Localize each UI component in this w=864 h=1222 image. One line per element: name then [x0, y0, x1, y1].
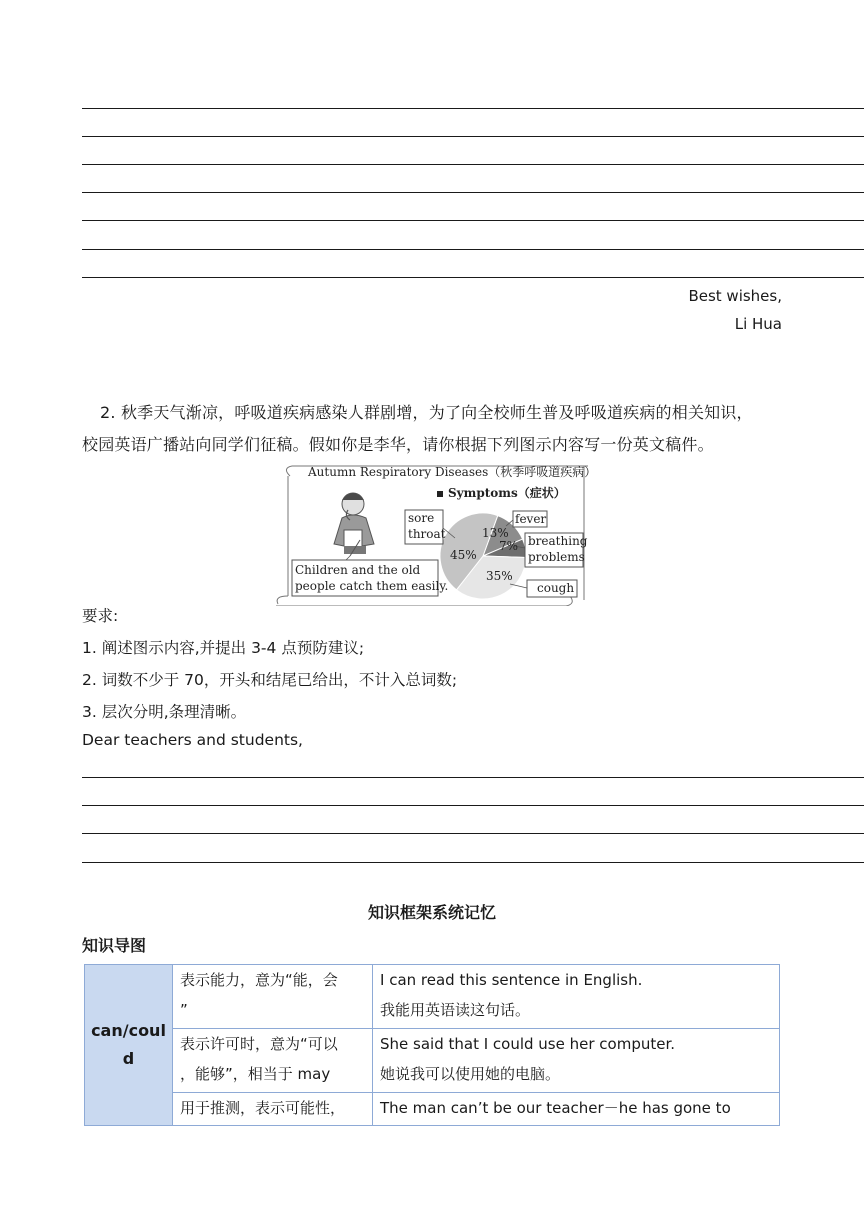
writing-line	[82, 220, 864, 221]
value-label-sore-throat: 45%	[450, 548, 477, 562]
symptoms-heading: Symptoms（症状）	[448, 486, 566, 500]
value-label-fever: 13%	[482, 526, 509, 540]
example-en: The man can’t be our teacher－he has gone to	[380, 1099, 731, 1117]
usage-line-1: 表示能力，意为“能，会	[180, 971, 338, 989]
symptoms-figure	[270, 460, 597, 606]
signature-name: Li Hua	[734, 315, 782, 333]
figure-title: Autumn Respiratory Diseases（秋季呼吸道疾病）	[308, 465, 597, 479]
usage-line-1: 表示许可时，意为“可以	[180, 1035, 338, 1053]
caption-line-2: people catch them easily.	[295, 579, 449, 593]
usage-cell	[173, 1093, 373, 1126]
writing-line	[82, 833, 864, 834]
example-en: I can read this sentence in English.	[380, 971, 643, 989]
requirements-heading: 要求:	[82, 607, 119, 625]
usage-line-2: ”	[180, 1001, 188, 1019]
table-head-line-1: can/coul	[91, 1021, 166, 1040]
requirement-item: 2. 词数不少于 70，开头和结尾已给出，不计入总词数;	[82, 671, 458, 689]
writing-line	[82, 277, 864, 278]
writing-line	[82, 108, 864, 109]
section-title: 知识框架系统记忆	[367, 903, 496, 922]
example-zh: 我能用英语读这句话。	[380, 1001, 531, 1019]
writing-line	[82, 777, 864, 778]
fever-label: fever	[515, 512, 547, 526]
value-label-breathing: 7%	[499, 539, 519, 553]
usage-line-1: 用于推测，表示可能性，	[180, 1099, 346, 1117]
bullet-square	[437, 491, 443, 497]
example-cell	[373, 1029, 780, 1093]
table-row	[85, 1029, 780, 1093]
signature-closing: Best wishes,	[688, 287, 782, 305]
sore-throat-label-1: sore	[408, 511, 435, 525]
knowledge-table	[84, 964, 780, 1126]
usage-line-2: ，能够”，相当于 may	[180, 1065, 331, 1083]
table-head-line-2: d	[122, 1049, 135, 1068]
writing-line	[82, 862, 864, 863]
letter-greeting: Dear teachers and students,	[82, 731, 303, 749]
value-label-cough: 35%	[486, 569, 513, 583]
example-cell	[373, 1093, 780, 1126]
writing-line	[82, 192, 864, 193]
breathing-label-2: problems	[528, 550, 585, 564]
requirement-item: 3. 层次分明,条理清晰。	[82, 703, 247, 721]
writing-line	[82, 164, 864, 165]
example-zh: 她说我可以使用她的电脑。	[380, 1065, 561, 1083]
usage-cell	[173, 1029, 373, 1093]
caption-line-1: Children and the old	[295, 563, 421, 577]
table-row	[85, 1093, 780, 1126]
example-en: She said that I could use her computer.	[380, 1035, 676, 1053]
question-text-line-1: 2. 秋季天气渐凉，呼吸道疾病感染人群剧增，为了向全校师生普及呼吸道疾病的相关知识，	[100, 403, 753, 422]
cough-label: cough	[537, 581, 575, 595]
writing-line	[82, 249, 864, 250]
question-text-line-2: 校园英语广播站向同学们征稿。假如你是李华，请你根据下列图示内容写一份英文稿件。	[82, 435, 714, 454]
usage-cell	[173, 965, 373, 1029]
table-head-cell	[85, 965, 173, 1126]
requirement-item: 1. 阐述图示内容,并提出 3-4 点预防建议;	[82, 639, 365, 657]
section-subtitle: 知识导图	[82, 936, 147, 955]
sore-throat-label-2: throat	[408, 527, 446, 541]
example-cell	[373, 965, 780, 1029]
sick-person-illustration	[334, 493, 374, 556]
table-row	[85, 965, 780, 1029]
writing-line	[82, 136, 864, 137]
writing-line	[82, 805, 864, 806]
breathing-label-1: breathing	[528, 534, 588, 548]
